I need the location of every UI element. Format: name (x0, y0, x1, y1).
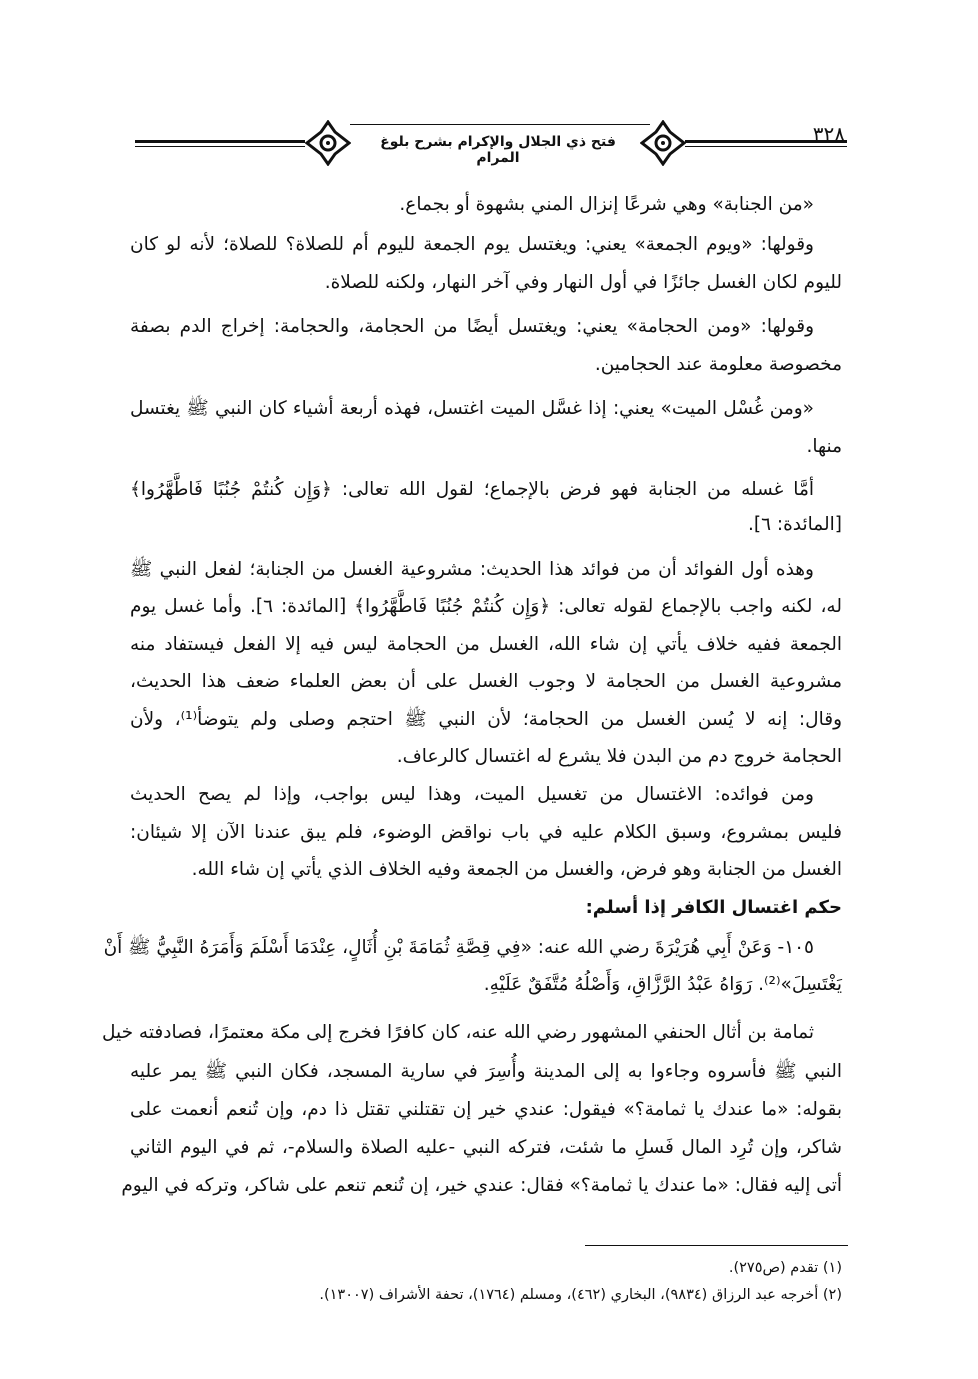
text-line: وقولها: «ومن الحجامة» يعني: ويغتسل أيضًا من الحجامة، والحجامة: إخراج الدم بصفة (130, 316, 814, 337)
arabesque-ornament-icon (305, 120, 351, 166)
text-line: له، لكنه واجب بالإجماع لقوله تعالى: ﴿وَإِن كُنتُمْ جُنُبًا فَاطَّهَّرُوا﴾ [المائدة: ٦]. وأما غسل يوم (130, 596, 842, 617)
text-line: الحجامة خروج دم من البدن فلا يشرع له اغتسال كالرعاف. (396, 746, 842, 767)
text-line: «من الجنابة» وهي شرعًا إنزال المني بشهوة أو بجماع. (399, 194, 814, 215)
header-rule-right-thin (685, 146, 847, 147)
text-line: ١٠٥- وَعَنْ أَبِي هُرَيْرَةَ رضي الله عنه: «فِي قِصَّةِ ثُمَامَةَ بْنِ أُثَالٍ، عِنْدَمَا أَسْلَمَ وَأَمَرَهُ النَّبِيُّ ﷺ أَنْ (103, 937, 814, 958)
text-line: وقال: إنه لا يُسن الغسل من الحجامة؛ لأن النبي ﷺ احتجم وصلى ولم يتوضأ⁽¹⁾، ولأن (130, 709, 843, 730)
text-line: أمَّا غسله من الجنابة فهو فرض بالإجماع؛ لقول الله تعالى: ﴿وَإِن كُنتُمْ جُنُبًا فَاطَّهَّرُوا﴾ (130, 479, 814, 500)
header-rule-top (350, 124, 650, 125)
text-line: لليوم لكان الغسل جائزًا في أول النهار وفي آخر النهار، ولكنه للصلاة. (324, 272, 842, 293)
text-line: فليس بمشروع، وسبق الكلام عليه في باب نواقض الوضوء، فلم يبق عندنا الآن إلا شيئان: (130, 822, 842, 843)
text-line: [المائدة: ٦]. (747, 514, 842, 535)
text-line: النبي ﷺ فأسروه وجاءوا به إلى المدينة وأُسِرَ في سارية المسجد، فكان النبي ﷺ يمر عليه (130, 1061, 842, 1082)
text-line: ثمامة بن أثال الحنفي المشهور رضي الله عنه، كان كافرًا فخرج إلى مكة معتمرًا، فصادفته خيل (102, 1022, 814, 1043)
text-line: بقوله: «ما عندك يا ثمامة؟» فيقول: عندي خير إن تقتلني تقتل ذا دم، وإن تُنعم أنعمت على (130, 1099, 842, 1120)
text-line: منها. (806, 436, 842, 457)
text-line: ومن فوائده: الاغتسال من تغسيل الميت، وهذا ليس بواجب، وإذا لم يصح الحديث (130, 784, 814, 805)
text-line: الجمعة ففيه خلاف يأتي إن شاء الله، الغسل من الحجامة ليس فيه إلا الفعل فيستفاد منه (130, 634, 842, 655)
text-line: وقولها: «ويوم الجمعة» يعني: ويغتسل يوم الجمعة لليوم أم للصلاة؟ للصلاة؛ لأنه لو كان (130, 234, 814, 255)
page-number: ٣٢٨ (812, 122, 845, 146)
footnote: (٢) أخرجه عبد الرزاق (٩٨٣٤)، البخاري (٤٦٢)، ومسلم (١٧٦٤)، تحفة الأشراف (١٣٠٠٧). (319, 1287, 842, 1303)
footnote: (١) تقدم (ص٢٧٥). (728, 1260, 842, 1276)
section-heading: حكم اغتسال الكافر إذا أسلم: (585, 897, 842, 918)
arabesque-ornament-icon (640, 120, 686, 166)
text-line: مشروعية الغسل من الحجامة لا وجوب الغسل على أن بعض العلماء ضعف هذا الحديث، (130, 671, 842, 692)
text-line: وهذه أول الفوائد أن من فوائد هذا الحديث: مشروعية الغسل من الجنابة؛ لفعل النبي ﷺ (130, 559, 814, 580)
book-title: فتح ذي الجلال والإكرام بشرح بلوغ المرام (380, 134, 616, 166)
text-line: شاكر، وإن تُرِد المال فَسلِ ما شئت، فتركه النبي -عليه الصلاة والسلام-، ثم في اليوم الثاني (130, 1137, 842, 1158)
text-line: أتى إليه فقال: «ما عندك يا ثمامة؟» فقال: عندي خير، إن تُنعم تنعم على شاكر، وتركه في اليوم (121, 1175, 842, 1196)
header-rule-left (135, 140, 305, 143)
footnote-separator (585, 1245, 848, 1246)
text-line: يَغْتَسِلَ»⁽²⁾. رَوَاهُ عَبْدُ الرَّزَّاقِ، وَأَصْلُهُ مُتَّفَقٌ عَلَيْهِ. (483, 974, 842, 995)
text-line: الغسل من الجنابة وهو فرض، والغسل من الجمعة وفيه الخلاف الذي يأتي إن شاء الله. (191, 859, 842, 880)
text-line: مخصوصة معلومة عند الحجامين. (594, 354, 842, 375)
text-line: «ومن غُسْل الميت» يعني: إذا غسَّل الميت اغتسل، فهذه أربعة أشياء كان النبي ﷺ يغتسل (130, 398, 814, 419)
header-rule-left-thin (135, 146, 305, 147)
